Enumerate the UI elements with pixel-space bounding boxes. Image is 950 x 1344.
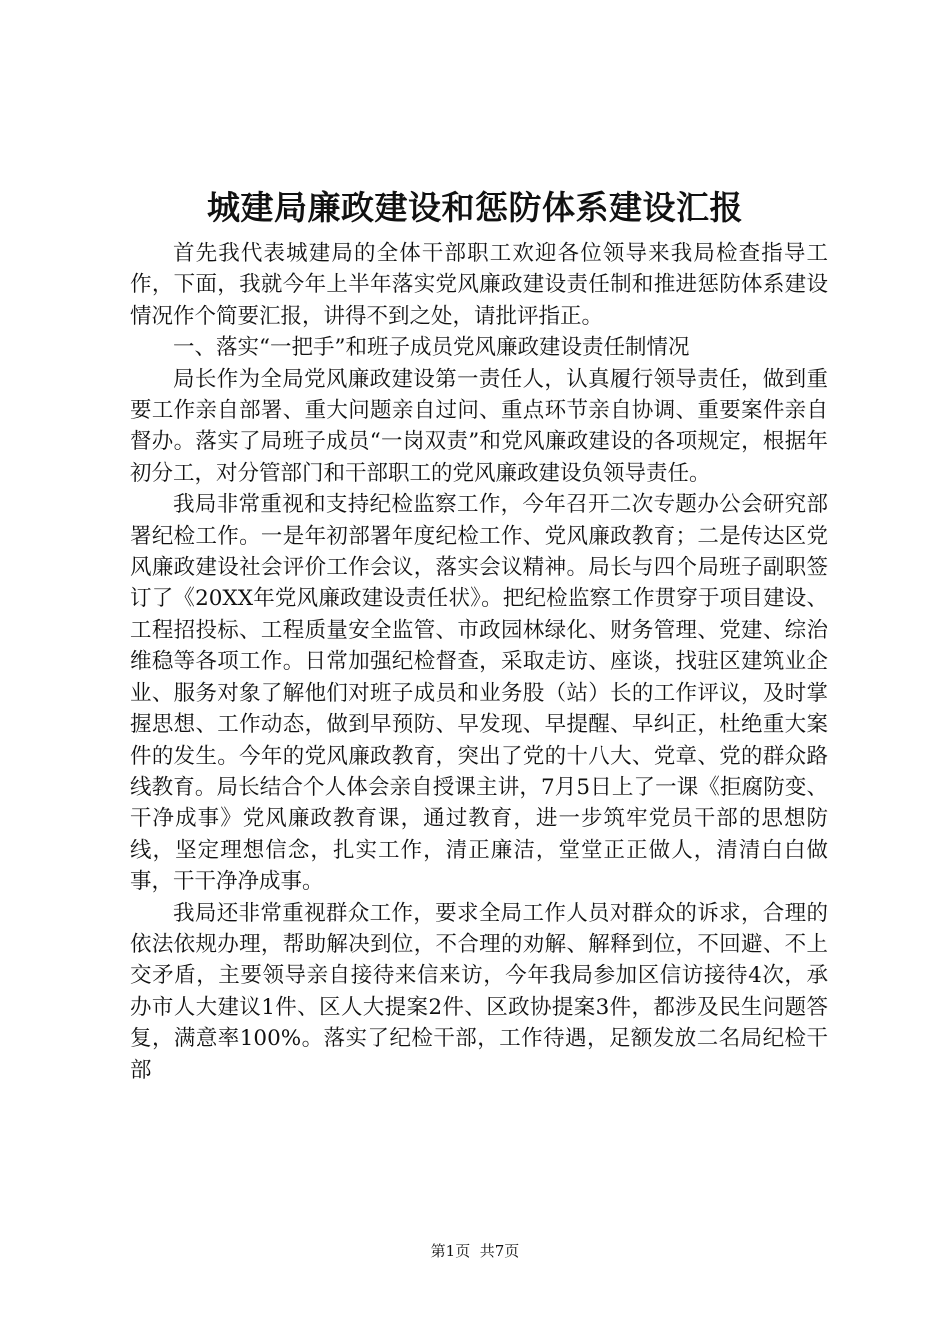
document-title: 城建局廉政建设和惩防体系建设汇报 <box>207 188 743 227</box>
page-footer <box>0 1240 950 1262</box>
page-total: 共7页 <box>479 1242 520 1260</box>
paragraph-public-work: 我局还非常重视群众工作，要求全局工作人员对群众的诉求，合理的依法依规办理，帮助解决到位，不合理的劝解、解释到位，不回避、不上交矛盾，主要领导亲自接待来信来访，今年我局参加区信访接待4次，承办市人大建议1件、区人大提案2件、区政协提案3件，都涉及民生问题答复，满意率100%。落实了纪检干部，工作待遇，足额发放二名局纪检干部 <box>130 900 828 1083</box>
paragraph-discipline-inspection: 我局非常重视和支持纪检监察工作，今年召开二次专题办公会研究部署纪检工作。一是年初部署年度纪检工作、党风廉政教育；二是传达区党风廉政建设社会评价工作会议，落实会议精神。局长与四个局班子副职签订了《20XX年党风廉政建设责任状》。把纪检监察工作贯穿于项目建设、工程招投标、工程质量安全监管、市政园林绿化、财务管理、党建、综治维稳等各项工作。日常加强纪检督查，采取走访、座谈，找驻区建筑业企业、服务对象了解他们对班子成员和业务股（站）长的工作评议，及时掌握思想、工作动态，做到早预防、早发现、早提醒、早纠正，杜绝重大案件的发生。今年的党风廉政教育，突出了党的十八大、党章、党的群众路线教育。局长结合个人体会亲自授课主讲，7月5日上了一课《拒腐防变、干净成事》党风廉政教育课，通过教育，进一步筑牢党员干部的思想防线，坚定理想信念，扎实工作，清正廉洁，堂堂正正做人，清清白白做事，干干净净成事。 <box>130 492 828 895</box>
section-heading-1: 一、落实“一把手”和班子成员党风廉政建设责任制情况 <box>173 335 690 361</box>
paragraph-intro: 首先我代表城建局的全体干部职工欢迎各位领导来我局检查指导工作，下面，我就今年上半年落实党风廉政建设责任制和推进惩防体系建设情况作个简要汇报，讲得不到之处，请批评指正。 <box>130 241 828 329</box>
document-body <box>130 238 828 1086</box>
paragraph-leadership: 局长作为全局党风廉政建设第一责任人，认真履行领导责任，做到重要工作亲自部署、重大问题亲自过问、重点环节亲自协调、重要案件亲自督办。落实了局班子成员“一岗双责”和党风廉政建设的各项规定，根据年初分工，对分管部门和干部职工的党风廉政建设负领导责任。 <box>130 366 828 486</box>
page-number: 第1页 <box>430 1242 471 1260</box>
